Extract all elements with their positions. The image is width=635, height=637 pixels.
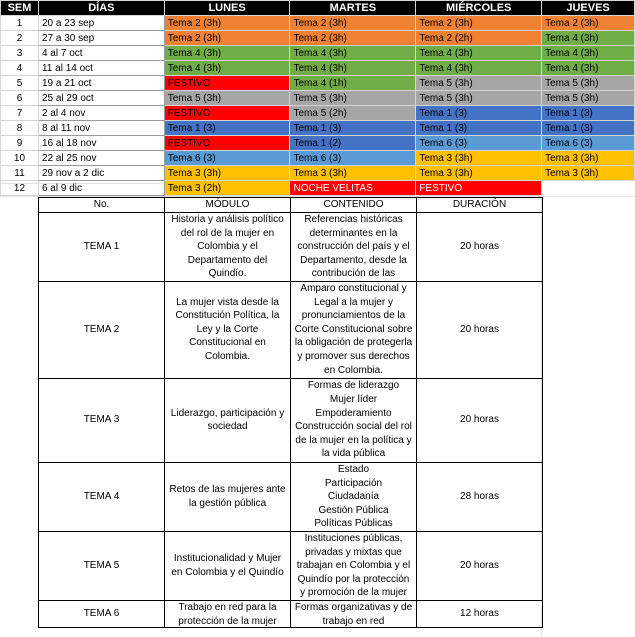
module-name-line: La mujer vista desde la bbox=[176, 296, 279, 308]
dias-cell[interactable]: 27 a 30 sep bbox=[38, 31, 164, 46]
schedule-row bbox=[1, 61, 635, 76]
schedule-row bbox=[1, 31, 635, 46]
module-duration[interactable]: 28 horas bbox=[417, 462, 543, 531]
schedule-row bbox=[1, 121, 635, 136]
session-cell[interactable]: Tema 2 (3h) bbox=[290, 16, 416, 31]
module-name-line: protección de la mujer bbox=[178, 615, 277, 627]
session-cell[interactable]: Tema 3 (3h) bbox=[542, 151, 635, 166]
session-cell[interactable]: Tema 5 (2h) bbox=[290, 106, 416, 121]
module-name-line: Colombia y el bbox=[197, 241, 258, 253]
module-content-line: Departamento, desde la bbox=[300, 254, 407, 266]
module-number[interactable]: TEMA 2 bbox=[39, 281, 165, 378]
module-duration[interactable]: 20 horas bbox=[417, 281, 543, 378]
module-name[interactable] bbox=[165, 378, 291, 462]
module-content-line: en Colombia. bbox=[324, 364, 383, 376]
dias-cell[interactable]: 16 al 18 nov bbox=[38, 136, 164, 151]
session-cell[interactable]: Tema 4 (3h) bbox=[416, 46, 542, 61]
module-name-line: la gestión pública bbox=[188, 497, 267, 509]
session-cell[interactable]: Tema 2 (3h) bbox=[164, 31, 290, 46]
module-duration[interactable]: 20 horas bbox=[417, 212, 543, 281]
module-content[interactable] bbox=[291, 378, 417, 462]
session-cell[interactable]: Tema 5 (3h) bbox=[164, 91, 290, 106]
dias-cell[interactable]: 25 al 29 oct bbox=[38, 91, 164, 106]
session-cell[interactable]: Tema 3 (2h) bbox=[164, 181, 290, 196]
module-row bbox=[39, 531, 543, 600]
sem-cell[interactable]: 11 bbox=[1, 166, 39, 181]
module-content-line: contribución de las bbox=[311, 268, 396, 280]
session-cell[interactable]: Tema 5 (3h) bbox=[542, 91, 635, 106]
module-name-line: Quindío. bbox=[208, 268, 247, 280]
session-cell[interactable]: FESTIVO bbox=[416, 181, 542, 196]
module-content[interactable] bbox=[291, 531, 417, 600]
session-cell[interactable]: Tema 4 (3h) bbox=[164, 46, 290, 61]
session-cell[interactable]: Tema 3 (3h) bbox=[542, 166, 635, 181]
session-cell[interactable]: Tema 4 (3h) bbox=[542, 61, 635, 76]
module-number[interactable]: TEMA 4 bbox=[39, 462, 165, 531]
module-row bbox=[39, 378, 543, 462]
module-name-line: Colombia. bbox=[204, 350, 251, 362]
session-cell[interactable]: Tema 1 (3) bbox=[542, 106, 635, 121]
module-name[interactable] bbox=[165, 531, 291, 600]
module-content-line: Mujer líder bbox=[329, 393, 378, 405]
schedule-row bbox=[1, 166, 635, 181]
session-cell[interactable]: FESTIVO bbox=[164, 106, 290, 121]
module-content-line: Gestión Pública bbox=[318, 504, 389, 516]
module-content-line: de la mujer en la política y bbox=[295, 434, 412, 446]
module-name-line: Constitucional en bbox=[189, 337, 266, 349]
module-number[interactable]: TEMA 3 bbox=[39, 378, 165, 462]
module-content-line: Quindío por la protección bbox=[297, 573, 410, 585]
module-content-line: trabajo en red bbox=[322, 615, 385, 627]
schedule-row bbox=[1, 76, 635, 91]
module-duration[interactable]: 20 horas bbox=[417, 531, 543, 600]
module-content-line: Referencias históricas bbox=[304, 214, 403, 226]
module-row bbox=[39, 281, 543, 378]
module-content[interactable] bbox=[291, 600, 417, 627]
sem-cell[interactable]: 10 bbox=[1, 151, 39, 166]
session-cell[interactable]: NOCHE VELITAS bbox=[290, 181, 416, 196]
module-name-line: Departamento del bbox=[187, 254, 268, 266]
module-content-line: Formas organizativas y de bbox=[294, 602, 413, 614]
sem-cell[interactable]: 6 bbox=[1, 91, 39, 106]
sem-cell[interactable]: 4 bbox=[1, 61, 39, 76]
session-cell[interactable]: Tema 6 (3) bbox=[542, 136, 635, 151]
session-cell[interactable]: Tema 5 (3h) bbox=[416, 76, 542, 91]
session-cell[interactable]: Tema 6 (3) bbox=[290, 151, 416, 166]
session-cell[interactable]: Tema 5 (3h) bbox=[416, 91, 542, 106]
session-cell[interactable]: Tema 1 (3) bbox=[164, 121, 290, 136]
module-number[interactable]: TEMA 6 bbox=[39, 600, 165, 627]
module-content-line: Corte Constitucional sobre bbox=[294, 323, 413, 335]
module-name[interactable] bbox=[165, 462, 291, 531]
module-content-line: Amparo constitucional y bbox=[300, 283, 407, 295]
module-content-line: pronunciamientos de la bbox=[301, 310, 406, 322]
dias-cell[interactable]: 2 al 4 nov bbox=[38, 106, 164, 121]
module-name-line: Institucionalidad y Mujer bbox=[173, 553, 282, 564]
schedule-header-row bbox=[1, 1, 635, 16]
session-cell[interactable]: Tema 5 (3h) bbox=[290, 91, 416, 106]
module-name[interactable] bbox=[165, 281, 291, 378]
module-row bbox=[39, 212, 543, 281]
module-name-line: Ley y la Corte bbox=[196, 323, 259, 335]
module-content-line: la vida pública bbox=[321, 448, 386, 460]
header-lunes: LUNES bbox=[164, 1, 290, 16]
module-content-line: Políticas Públicas bbox=[314, 518, 393, 530]
session-cell[interactable]: Tema 1 (2) bbox=[290, 136, 416, 151]
session-cell[interactable]: Tema 4 (3h) bbox=[164, 61, 290, 76]
dias-cell[interactable]: 11 al 14 oct bbox=[38, 61, 164, 76]
module-name-line: Retos de las mujeres ante bbox=[169, 484, 286, 495]
session-cell[interactable]: Tema 1 (3) bbox=[290, 121, 416, 136]
dias-cell[interactable]: 6 al 9 dic bbox=[38, 181, 164, 196]
sem-cell[interactable]: 5 bbox=[1, 76, 39, 91]
schedule-row bbox=[1, 181, 635, 196]
module-name-line: en Colombia y el Quindío bbox=[171, 566, 284, 578]
module-name-line: Trabajo en red para la bbox=[178, 602, 277, 614]
session-cell[interactable]: Tema 6 (3) bbox=[416, 136, 542, 151]
module-content[interactable] bbox=[291, 212, 417, 281]
module-content-line: Ciudadanía bbox=[327, 491, 380, 503]
session-cell[interactable]: Tema 4 (3h) bbox=[290, 46, 416, 61]
schedule-row bbox=[1, 136, 635, 151]
session-cell[interactable]: Tema 4 (1h) bbox=[290, 76, 416, 91]
session-cell[interactable]: Tema 2 (3h) bbox=[290, 31, 416, 46]
module-content-line: y promover sus derechos bbox=[297, 351, 410, 363]
dias-cell[interactable]: 22 al 25 nov bbox=[38, 151, 164, 166]
module-number[interactable]: TEMA 1 bbox=[39, 212, 165, 281]
dias-cell[interactable]: 20 a 23 sep bbox=[38, 16, 164, 31]
header-modulo: MÓDULO bbox=[165, 198, 291, 213]
schedule-row bbox=[1, 16, 635, 31]
schedule-row bbox=[1, 91, 635, 106]
module-duration[interactable]: 12 horas bbox=[417, 600, 543, 627]
module-content-line: Participación bbox=[324, 477, 383, 489]
module-name-line: del rol de la mujer en bbox=[180, 227, 275, 239]
session-cell[interactable]: FESTIVO bbox=[164, 136, 290, 151]
dias-cell[interactable]: 19 a 21 oct bbox=[38, 76, 164, 91]
session-cell[interactable]: Tema 6 (3) bbox=[164, 151, 290, 166]
session-cell[interactable]: Tema 4 (3h) bbox=[416, 61, 542, 76]
header-jueves: JUEVES bbox=[542, 1, 635, 16]
module-name-line: Historia y análisis político bbox=[171, 214, 284, 226]
module-row bbox=[39, 600, 543, 627]
sem-cell[interactable]: 12 bbox=[1, 181, 39, 196]
session-cell[interactable]: Tema 3 (3h) bbox=[290, 166, 416, 181]
module-content-line: y promoción de la mujer bbox=[300, 587, 407, 599]
session-cell[interactable]: Tema 3 (3h) bbox=[416, 166, 542, 181]
session-cell[interactable]: Tema 3 (3h) bbox=[416, 151, 542, 166]
session-cell[interactable] bbox=[542, 181, 635, 196]
schedule-row bbox=[1, 151, 635, 166]
module-duration[interactable]: 20 horas bbox=[417, 378, 543, 462]
module-content-line: Construcción social del rol bbox=[295, 421, 412, 433]
dias-cell[interactable]: 8 al 11 nov bbox=[38, 121, 164, 136]
module-name-line: sociedad bbox=[207, 421, 248, 433]
module-content[interactable] bbox=[291, 462, 417, 531]
session-cell[interactable]: Tema 4 (3h) bbox=[542, 31, 635, 46]
header-contenido: CONTENIDO bbox=[291, 198, 417, 213]
module-content-line: construcción del país y el bbox=[297, 241, 410, 253]
sem-cell[interactable]: 3 bbox=[1, 46, 39, 61]
dias-cell[interactable]: 29 nov a 2 dic bbox=[38, 166, 164, 181]
module-content-line: privadas y mixtas que bbox=[305, 546, 402, 558]
dias-cell[interactable]: 4 al 7 oct bbox=[38, 46, 164, 61]
module-name-line: Constitución Política, la bbox=[175, 310, 280, 322]
module-name[interactable] bbox=[165, 212, 291, 281]
session-cell[interactable]: Tema 2 (2h) bbox=[416, 31, 542, 46]
module-content-line: Formas de liderazgo bbox=[307, 380, 400, 392]
session-cell[interactable]: Tema 1 (3) bbox=[542, 121, 635, 136]
session-cell[interactable]: Tema 2 (3h) bbox=[164, 16, 290, 31]
header-duracion: DURACIÓN bbox=[417, 198, 543, 213]
session-cell[interactable]: Tema 4 (3h) bbox=[290, 61, 416, 76]
module-content-line: Instituciones públicas, bbox=[304, 533, 403, 545]
module-name-line: Liderazgo, participación y bbox=[170, 407, 285, 419]
session-cell[interactable]: Tema 4 (3h) bbox=[542, 46, 635, 61]
module-content-line: la obligación de protegerla bbox=[294, 337, 413, 349]
session-cell[interactable]: Tema 2 (3h) bbox=[542, 16, 635, 31]
module-row bbox=[39, 462, 543, 531]
header-miercoles: MIÉRCOLES bbox=[416, 1, 542, 16]
header-sem: SEM bbox=[1, 1, 39, 16]
header-dias: DÍAS bbox=[38, 1, 164, 16]
module-name[interactable] bbox=[165, 600, 291, 627]
session-cell[interactable]: Tema 1 (3) bbox=[416, 106, 542, 121]
module-content-line: Legal a la mujer y bbox=[314, 296, 393, 308]
header-no: No. bbox=[39, 198, 165, 213]
module-content[interactable] bbox=[291, 281, 417, 378]
session-cell[interactable]: Tema 3 (3h) bbox=[164, 166, 290, 181]
module-content-line: Estado bbox=[337, 464, 370, 476]
module-content-line: Empoderamiento bbox=[315, 407, 392, 419]
module-number[interactable]: TEMA 5 bbox=[39, 531, 165, 600]
schedule-row bbox=[1, 106, 635, 121]
schedule-row bbox=[1, 46, 635, 61]
schedule-table bbox=[0, 0, 635, 196]
modules-table bbox=[38, 197, 543, 628]
module-content-line: determinantes en la bbox=[309, 227, 398, 239]
sem-cell[interactable]: 1 bbox=[1, 16, 39, 31]
module-content-line: trabajan en Colombia y el bbox=[296, 560, 411, 572]
sem-cell[interactable]: 7 bbox=[1, 106, 39, 121]
sem-cell[interactable]: 2 bbox=[1, 31, 39, 46]
header-martes: MARTES bbox=[290, 1, 416, 16]
sem-cell[interactable]: 8 bbox=[1, 121, 39, 136]
session-cell[interactable]: FESTIVO bbox=[164, 76, 290, 91]
session-cell[interactable]: Tema 2 (3h) bbox=[416, 16, 542, 31]
modules-header-row bbox=[39, 198, 543, 213]
session-cell[interactable]: Tema 5 (3h) bbox=[542, 76, 635, 91]
sem-cell[interactable]: 9 bbox=[1, 136, 39, 151]
session-cell[interactable]: Tema 1 (3) bbox=[416, 121, 542, 136]
